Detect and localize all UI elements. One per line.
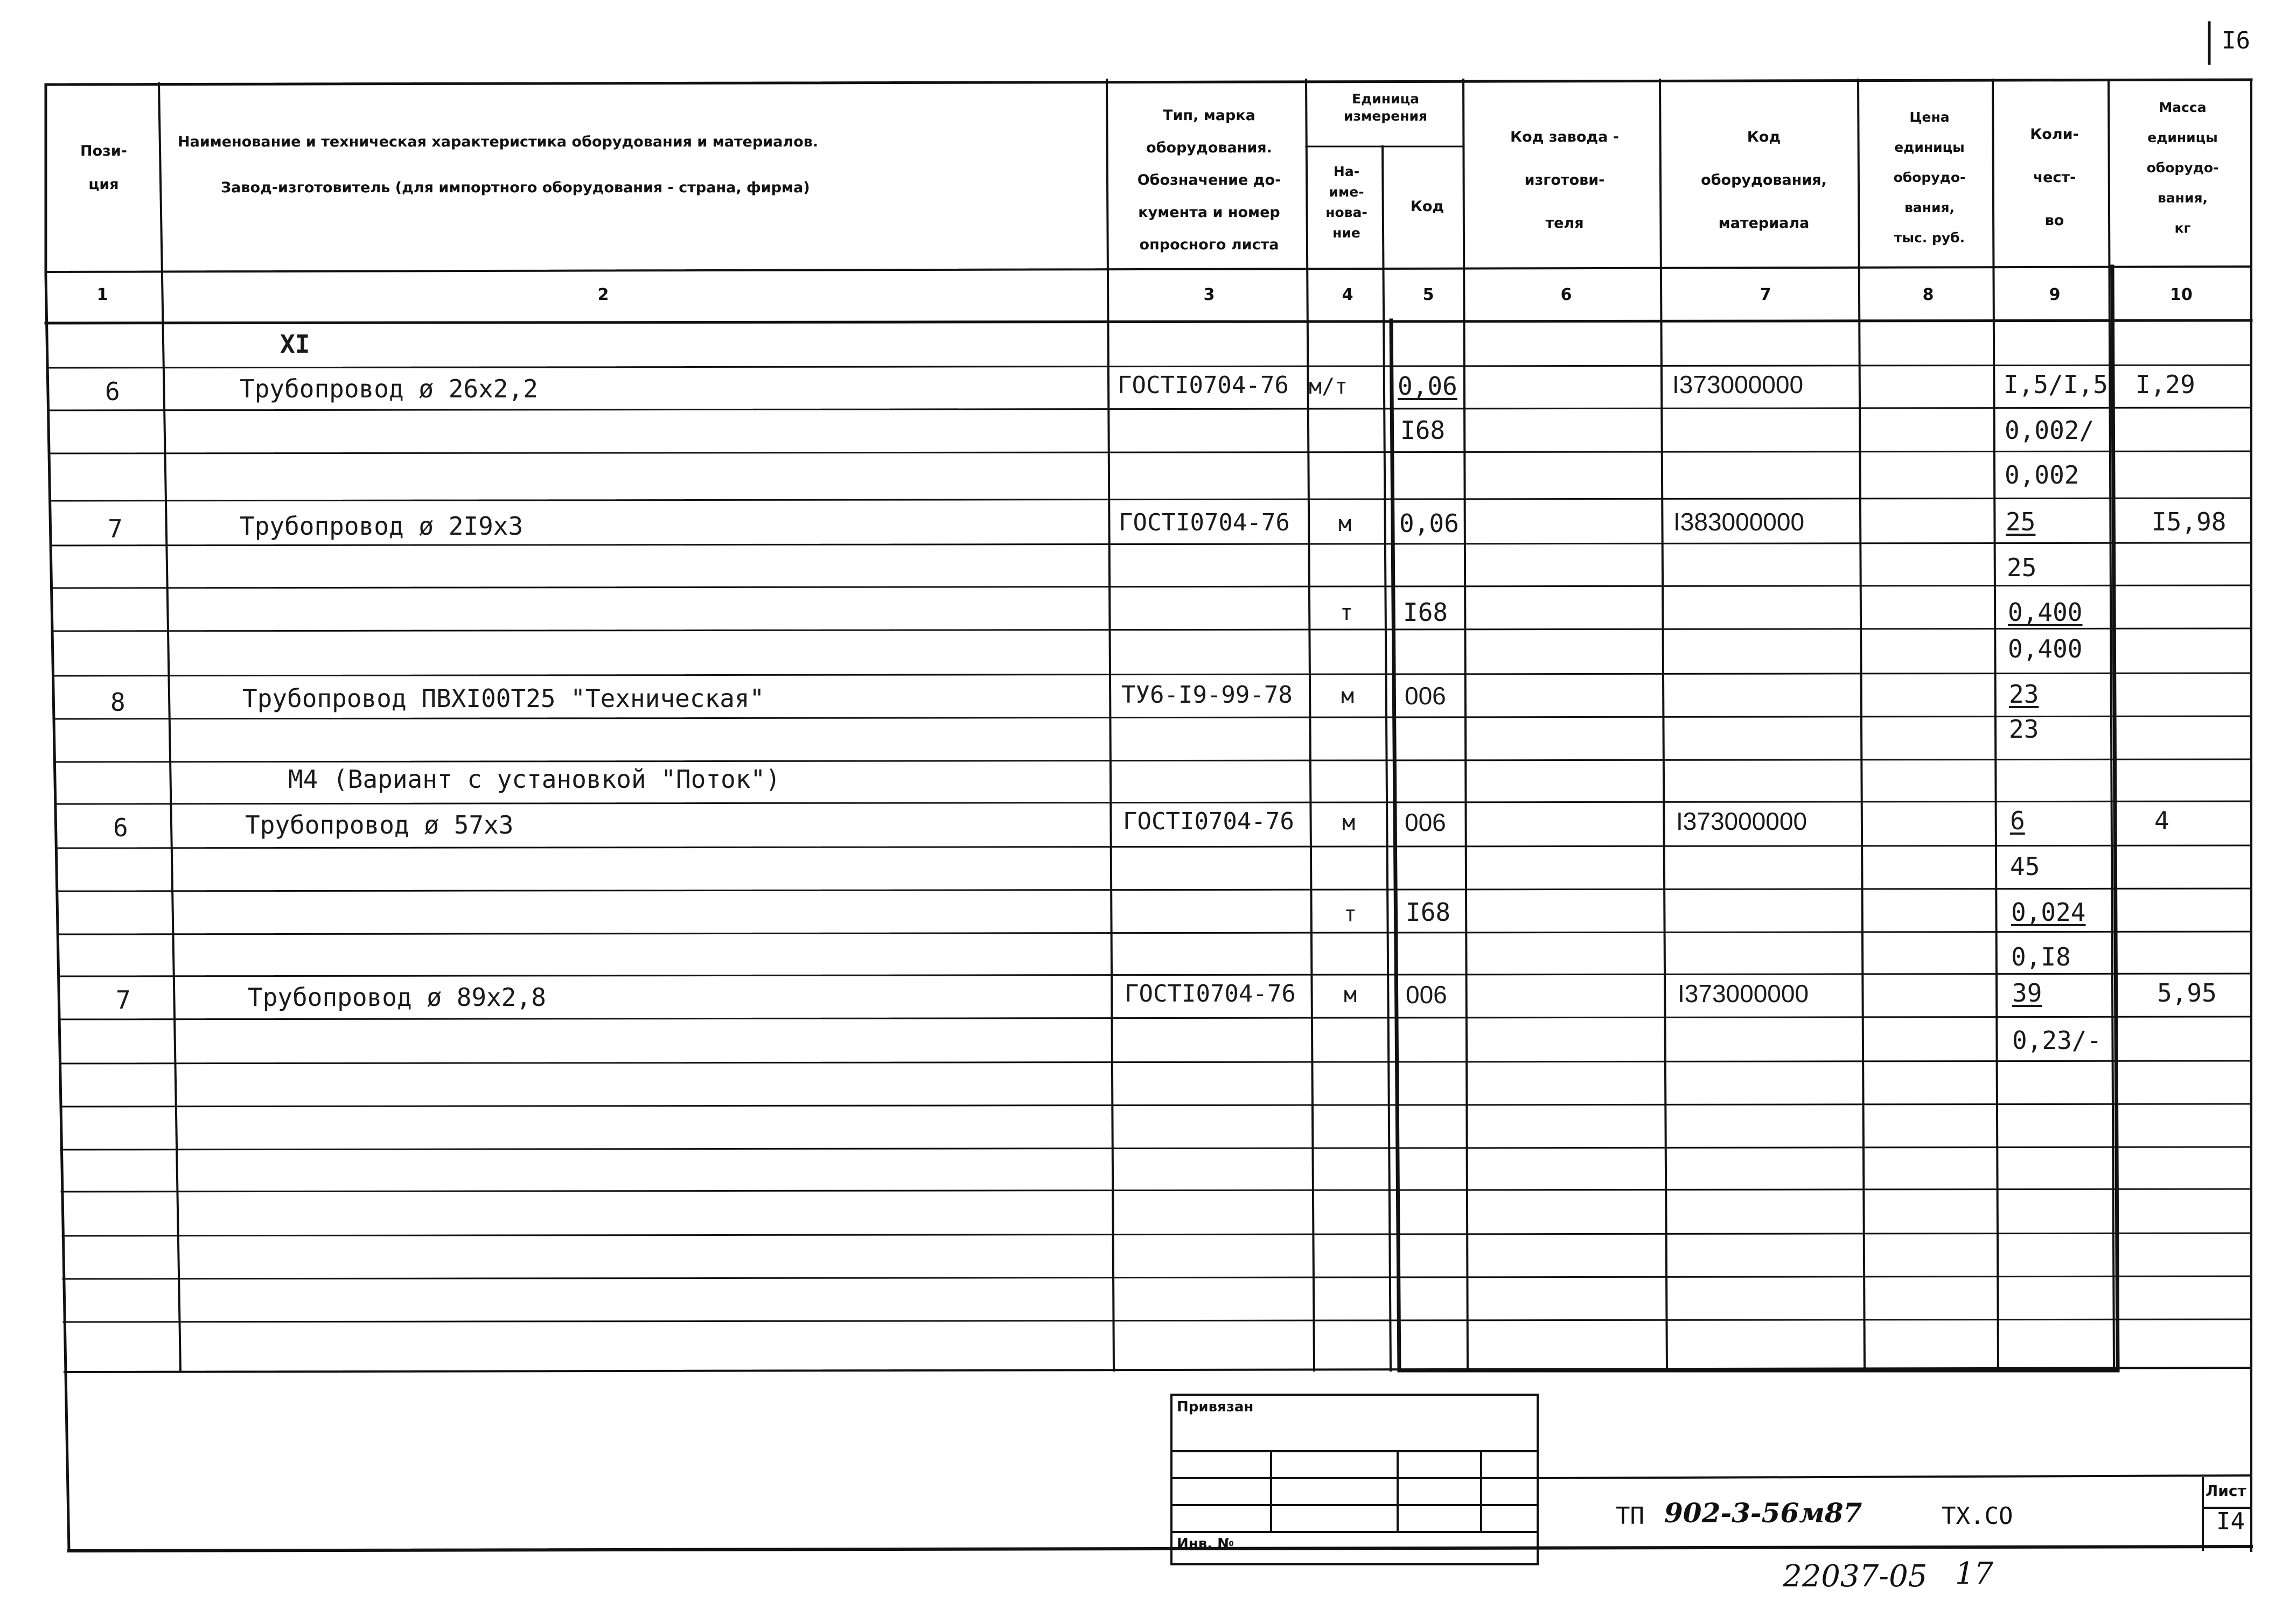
quantity-cell: 0,23/-	[2012, 1026, 2102, 1055]
material-code-cell: I373000000	[1672, 370, 1804, 398]
stamp-inv-no: Инв. №	[1177, 1536, 1234, 1552]
col-number: 5	[1422, 285, 1434, 304]
unit-code-cell: I68	[1400, 416, 1446, 445]
quantity-cell: I,5/I,5	[2004, 370, 2108, 399]
header-unit-name: На- име- нова- ние	[1325, 164, 1367, 241]
unit-name-cell: т	[1344, 902, 1357, 927]
doc-cell: ТУ6-I9-99-78	[1121, 681, 1293, 709]
header-quantity: Коли- чест- во	[2030, 126, 2079, 229]
stamp-sheet-number: I4	[2216, 1508, 2245, 1535]
name-cell: Трубопровод ø 89х2,8	[248, 983, 546, 1012]
unit-code-cell: I68	[1403, 598, 1448, 627]
position-cell: 6	[113, 813, 128, 842]
unit-code-cell: 006	[1405, 808, 1446, 836]
unit-name-cell: т	[1340, 600, 1353, 625]
header-unit-mass: Масса единицы оборудо- вания, кг	[2146, 100, 2219, 236]
material-code-cell: I373000000	[1678, 980, 1809, 1008]
unit-name-cell: м	[1341, 684, 1355, 709]
section-title: XI	[280, 330, 310, 359]
header-name-line2: Завод-изготовитель (для импортного оборудования - страна, фирма)	[221, 179, 810, 196]
doc-cell: ГОСТI0704-76	[1123, 808, 1294, 835]
mass-cell: 5,95	[2157, 978, 2217, 1008]
quantity-cell: 0,I8	[2011, 942, 2071, 971]
quantity-cell: 0,002	[2005, 460, 2079, 489]
unit-code-cell: 006	[1405, 682, 1446, 710]
header-unit-price: Цена единицы оборудо- вания, тыс. руб.	[1893, 109, 1966, 246]
quantity-cell: 0,400	[2008, 598, 2083, 627]
unit-name-cell: м	[1342, 810, 1356, 835]
name-cell: Трубопровод ø 26х2,2	[240, 374, 538, 403]
subsection-title: М4 (Вариант с установкой "Поток")	[288, 765, 780, 794]
position-cell: 6	[105, 377, 120, 406]
doc-cell: ГОСТI0704-76	[1118, 372, 1289, 399]
material-code-cell: I373000000	[1676, 807, 1808, 835]
col-number: 4	[1342, 285, 1353, 304]
header-unit-group: Единица измерения	[1343, 91, 1428, 124]
col-number: 10	[2170, 285, 2193, 304]
quantity-cell: 6	[2010, 806, 2025, 835]
position-cell: 7	[108, 514, 123, 543]
quantity-cell: 23	[2009, 680, 2039, 709]
col-number: 3	[1203, 285, 1215, 304]
stamp-doc-code: ТХ.СО	[1942, 1502, 2013, 1530]
footer-sheet: 17	[1955, 1556, 1994, 1591]
header-material-code: Код оборудования, материала	[1701, 129, 1827, 232]
doc-cell: ГОСТI0704-76	[1119, 509, 1290, 536]
quantity-cell: 23	[2009, 715, 2039, 744]
footer-code: 22037-05	[1783, 1559, 1928, 1594]
unit-name-cell: м	[1338, 512, 1352, 536]
name-cell: Трубопровод ø 2I9х3	[240, 512, 524, 541]
stamp-tp-prefix: ТП	[1616, 1502, 1644, 1530]
quantity-cell: 25	[2006, 507, 2036, 536]
col-number: 9	[2049, 285, 2061, 304]
mass-cell: 4	[2154, 806, 2169, 835]
mass-cell: I5,98	[2152, 507, 2227, 536]
position-cell: 8	[110, 688, 125, 717]
header-plant-code: Код завода - изготови- теля	[1510, 129, 1619, 232]
header-name-line1: Наименование и техническая характеристика оборудования и материалов.	[178, 134, 819, 150]
unit-code-cell: 006	[1406, 981, 1447, 1009]
header-position: Пози- ция	[80, 143, 127, 193]
unit-name-cell: м/т	[1309, 374, 1348, 399]
header-type-doc: Тип, марка оборудования. Обозначение до- кумента и номер опросного листа	[1137, 107, 1281, 253]
col-number: 2	[597, 285, 609, 304]
material-code-cell: I383000000	[1673, 508, 1805, 536]
name-cell: Трубопровод ø 57х3	[245, 810, 514, 840]
quantity-cell: 25	[2007, 553, 2037, 582]
quantity-cell: 0,002/	[2005, 416, 2095, 445]
quantity-cell: 45	[2010, 852, 2040, 881]
col-number: 8	[1922, 285, 1934, 304]
quantity-cell: 0,400	[2008, 634, 2083, 663]
mass-cell: I,29	[2136, 370, 2195, 399]
quantity-cell: 0,024	[2011, 898, 2086, 927]
unit-code-cell: I68	[1406, 898, 1451, 927]
position-cell: 7	[116, 985, 131, 1015]
stamp-privyazan: Привязан	[1177, 1399, 1254, 1415]
doc-cell: ГОСТI0704-76	[1125, 980, 1296, 1008]
name-cell: Трубопровод ПВХI00Т25 "Техническая"	[242, 684, 765, 713]
unit-code-cell: 0,06	[1399, 509, 1459, 538]
unit-name-cell: м	[1344, 983, 1357, 1008]
header-unit-code: Код	[1410, 198, 1444, 215]
stamp-tp-number: 902-3-56м87	[1664, 1497, 1862, 1529]
col-number: 6	[1560, 285, 1572, 304]
col-number: 1	[96, 285, 108, 304]
unit-code-cell: 0,06	[1398, 372, 1457, 401]
col-number: 7	[1760, 285, 1771, 304]
quantity-cell: 39	[2012, 978, 2042, 1008]
page-number: I6	[2222, 27, 2250, 54]
stamp-sheet-label: Лист	[2206, 1482, 2246, 1500]
